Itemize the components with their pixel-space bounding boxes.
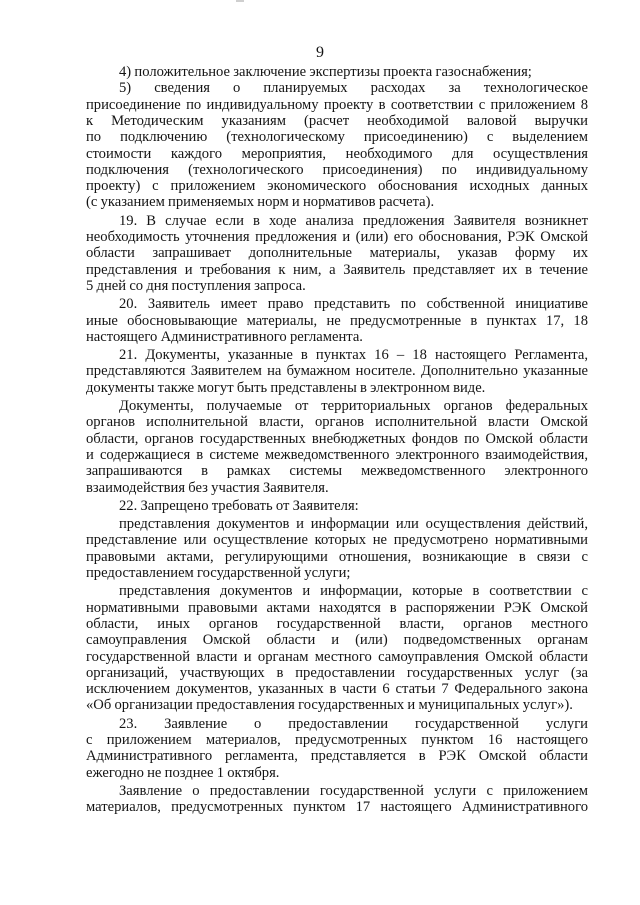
- page-number: 9: [316, 44, 324, 61]
- text-line: представление или осуществление которых не предусмотрено нормативными: [86, 532, 588, 549]
- text-line: области, органов государственных внебюджетных фондов по Омской области: [86, 430, 588, 447]
- scan-mark: [236, 0, 244, 2]
- text-line: 23. Заявление о предоставлении государственной услуги: [119, 715, 588, 732]
- text-line: 5 дней со дня поступления запроса.: [86, 277, 306, 294]
- text-line: документы также могут быть представлены в электронном виде.: [86, 379, 486, 396]
- text-line: предоставлением государственной услуги;: [86, 565, 351, 581]
- text-line: «Об организации предоставления государственных и муниципальных услуг»).: [86, 697, 573, 714]
- text-line: государственной власти и органам местного самоуправления Омской области: [86, 648, 588, 665]
- text-line: 21. Документы, указанные в пунктах 16 – 18 настоящего Регламента,: [119, 347, 588, 364]
- text-line: 5) сведения о планируемых расходах за технологическое: [119, 80, 588, 97]
- text-line: представления и требования к ним, а Заявитель представляет их в течение: [86, 261, 588, 278]
- text-line: настоящего Административного регламента.: [86, 328, 363, 345]
- text-line: исключением документов, указанных в части 6 статьи 7 Федерального закона: [86, 681, 588, 698]
- text-line: 19. В случае если в ходе анализа предложения Заявителя возникнет: [119, 212, 588, 229]
- text-line: (с указанием применяемых норм и нормативов расчета).: [86, 194, 435, 211]
- text-line: органов исполнительной власти, органов исполнительной власти Омской: [86, 414, 588, 431]
- text-line: проекту) с приложением экономического обоснования исходных данных: [86, 178, 588, 195]
- text-line: представления документов и информации, которые в соответствии с: [119, 583, 588, 600]
- text-line: стоимости каждого мероприятия, необходимого для осуществления: [86, 145, 588, 162]
- text-line: Административного регламента, представляется в РЭК Омской области: [86, 748, 588, 765]
- text-line: материалов, предусмотренных пунктом 17 настоящего Административного: [86, 799, 588, 816]
- text-line: необходимость уточнения предложения и (или) его обоснования, РЭК Омской: [86, 229, 588, 245]
- text-line: Документы, получаемые от территориальных органов федеральных: [119, 398, 588, 414]
- text-line: и содержащиеся в системе межведомственного электронного взаимодействия,: [86, 446, 588, 463]
- text-line: правовыми актами, регулирующими отношения, возникающие в связи с: [86, 548, 588, 565]
- text-line: 20. Заявитель имеет право представить по собственной инициативе: [119, 296, 588, 313]
- text-line: организаций, участвующих в предоставлении государственных услуг (за: [86, 664, 588, 681]
- text-line: с приложением материалов, предусмотренных пунктом 16 настоящего: [86, 732, 588, 748]
- text-line: нормативными правовыми актами находятся в распоряжении РЭК Омской: [86, 599, 588, 616]
- document-body: [86, 64, 588, 818]
- text-line: представления документов и информации или осуществления действий,: [119, 516, 588, 533]
- text-line: взаимодействия без участия Заявителя.: [86, 479, 329, 496]
- text-line: присоединение по индивидуальному проекту в соответствии с приложением 8: [86, 96, 588, 113]
- text-line: Заявление о предоставлении государственной услуги с приложением: [119, 782, 588, 799]
- text-line: области запрашивает дополнительные материалы, указав форму их: [86, 245, 588, 262]
- text-line: к Методическим указаниям (расчет необходимой валовой выручки: [86, 112, 588, 129]
- text-line: ежегодно не позднее 1 октября.: [86, 764, 280, 781]
- text-line: 4) положительное заключение экспертизы проекта газоснабжения;: [119, 64, 532, 80]
- text-line: 22. Запрещено требовать от Заявителя:: [119, 497, 359, 514]
- text-line: области, иных органов государственной власти, органов местного: [86, 615, 588, 632]
- text-line: иные обосновывающие материалы, не предусмотренные в пунктах 17, 18: [86, 312, 588, 329]
- text-line: по подключению (технологическому присоединению) с выделением: [86, 129, 588, 146]
- text-line: подключения (технологического присоединения) по индивидуальному: [86, 161, 588, 178]
- text-line: самоуправления Омской области и (или) подведомственных органам: [86, 632, 588, 649]
- text-line: представляются Заявителем на бумажном носителе. Дополнительно указанные: [86, 363, 588, 380]
- text-line: запрашиваются в рамках системы межведомственного электронного: [86, 463, 588, 480]
